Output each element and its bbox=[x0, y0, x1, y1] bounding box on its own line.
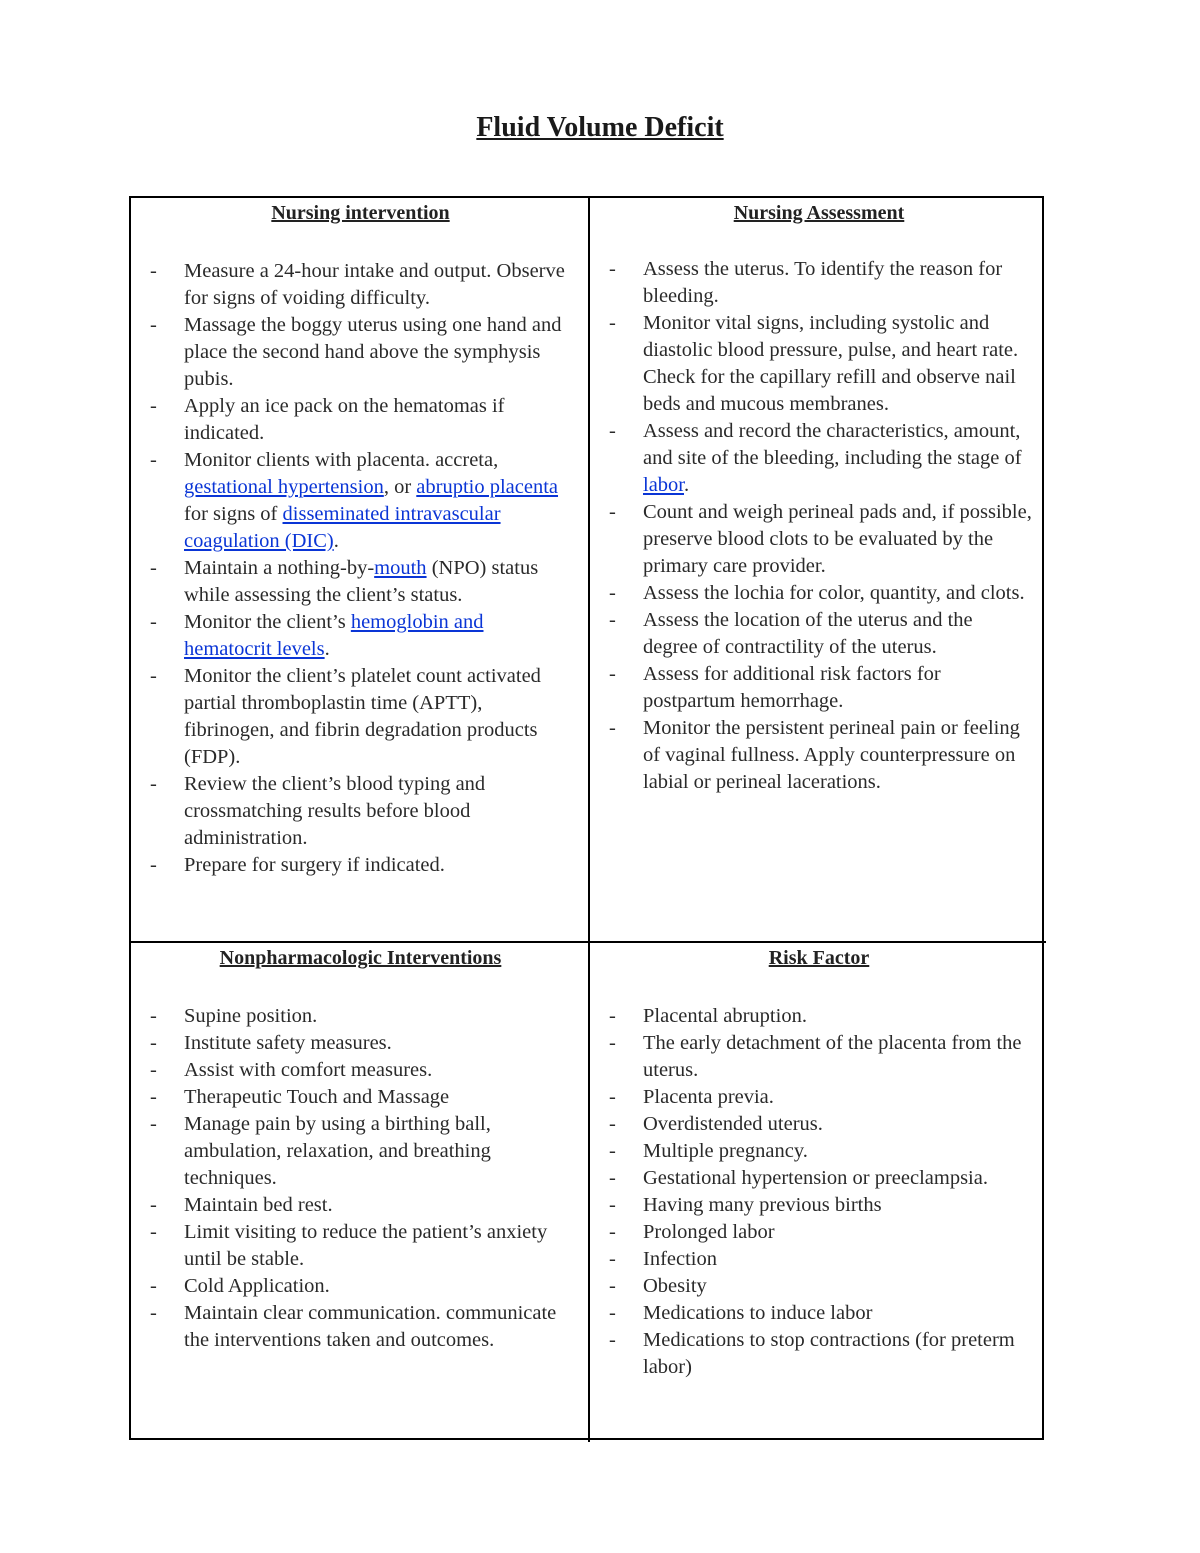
item-text: Assess and record the characteristics, amount, and site of the bleeding, including the stage of bbox=[643, 420, 1022, 469]
hemoglobin-hematocrit-link[interactable]: hemoglobin and hematocrit levels bbox=[184, 611, 484, 660]
list-item: - Multiple pregnancy. bbox=[606, 1138, 1032, 1165]
nonpharmacologic-header: Nonpharmacologic Interventions bbox=[219, 947, 502, 969]
nursing-assessment-cell bbox=[590, 198, 1046, 943]
item-text: Monitor clients with placenta. accreta, bbox=[184, 449, 499, 471]
nursing-intervention-header: Nursing intervention bbox=[271, 202, 450, 224]
list-item: - Assist with comfort measures. bbox=[147, 1057, 574, 1084]
list-item: - Therapeutic Touch and Massage bbox=[147, 1084, 574, 1111]
page-title: Fluid Volume Deficit bbox=[476, 112, 724, 143]
risk-factor-list bbox=[606, 1003, 1032, 1381]
item-text: . bbox=[324, 638, 330, 660]
list-item bbox=[147, 609, 574, 663]
nonpharmacologic-list bbox=[147, 1003, 574, 1354]
item-text: Monitor the client’s bbox=[184, 611, 351, 633]
list-item: - Measure a 24-hour intake and output. Observe for signs of voiding difficulty. bbox=[147, 258, 574, 312]
list-item: - Cold Application. bbox=[147, 1273, 574, 1300]
list-item: - Supine position. bbox=[147, 1003, 574, 1030]
list-item: - Maintain clear communication. communicate the interventions taken and outcomes. bbox=[147, 1300, 574, 1354]
labor-link[interactable]: labor bbox=[643, 474, 684, 496]
list-item: - Prolonged labor bbox=[606, 1219, 1032, 1246]
nursing-intervention-cell bbox=[131, 198, 590, 943]
list-item bbox=[147, 555, 574, 609]
list-item: - Review the client’s blood typing and crossmatching results before blood administration. bbox=[147, 771, 574, 852]
abruptio-placenta-link[interactable]: abruptio placenta bbox=[416, 476, 559, 498]
list-item: - Medications to stop contractions (for preterm labor) bbox=[606, 1327, 1032, 1381]
list-item: - Maintain bed rest. bbox=[147, 1192, 574, 1219]
list-item: - Count and weigh perineal pads and, if possible, preserve blood clots to be evaluated by the primary care provider. bbox=[606, 499, 1032, 580]
item-text: . bbox=[333, 530, 339, 552]
list-item: - Assess for additional risk factors for postpartum hemorrhage. bbox=[606, 661, 1032, 715]
item-text: , or bbox=[383, 476, 417, 498]
list-item: - Monitor the persistent perineal pain or feeling of vaginal fullness. Apply counterpressure on labial or perineal lacerations. bbox=[606, 715, 1032, 796]
list-item: - Apply an ice pack on the hematomas if indicated. bbox=[147, 393, 574, 447]
list-item: - Assess the location of the uterus and the degree of contractility of the uterus. bbox=[606, 607, 1032, 661]
risk-factor-header: Risk Factor bbox=[768, 947, 870, 969]
list-item: - Placental abruption. bbox=[606, 1003, 1032, 1030]
list-item: - Assess the uterus. To identify the reason for bleeding. bbox=[606, 256, 1032, 310]
dic-link[interactable]: disseminated intravascular coagulation (DIC) bbox=[184, 503, 501, 552]
care-plan-table bbox=[129, 196, 1044, 1440]
nursing-assessment-list bbox=[606, 256, 1032, 796]
list-item: - Assess the lochia for color, quantity, and clots. bbox=[606, 580, 1032, 607]
list-item: - Placenta previa. bbox=[606, 1084, 1032, 1111]
nursing-assessment-header: Nursing Assessment bbox=[733, 202, 905, 224]
list-item: - Manage pain by using a birthing ball, ambulation, relaxation, and breathing techniques. bbox=[147, 1111, 574, 1192]
nursing-intervention-list bbox=[147, 258, 574, 879]
item-text: for signs of bbox=[184, 503, 283, 525]
gestational-hypertension-link[interactable]: gestational hypertension bbox=[184, 476, 384, 498]
list-item: - Massage the boggy uterus using one hand and place the second hand above the symphysis pubis. bbox=[147, 312, 574, 393]
item-text: Maintain a nothing-by- bbox=[184, 557, 375, 579]
list-item: - Gestational hypertension or preeclampsia. bbox=[606, 1165, 1032, 1192]
list-item: - Limit visiting to reduce the patient’s anxiety until be stable. bbox=[147, 1219, 574, 1273]
list-item: - Institute safety measures. bbox=[147, 1030, 574, 1057]
item-text: (NPO) status while assessing the client’s status. bbox=[184, 557, 539, 606]
list-item: - The early detachment of the placenta from the uterus. bbox=[606, 1030, 1032, 1084]
list-item: - Infection bbox=[606, 1246, 1032, 1273]
list-item bbox=[606, 418, 1032, 499]
list-item bbox=[147, 447, 574, 555]
list-item: - Monitor the client’s platelet count activated partial thromboplastin time (APTT), fibrinogen, and fibrin degradation products (FDP). bbox=[147, 663, 574, 771]
item-text: . bbox=[684, 474, 690, 496]
risk-factor-cell bbox=[590, 943, 1046, 1442]
list-item: - Overdistended uterus. bbox=[606, 1111, 1032, 1138]
nonpharmacologic-cell bbox=[131, 943, 590, 1442]
list-item: - Prepare for surgery if indicated. bbox=[147, 852, 574, 879]
mouth-link[interactable]: mouth bbox=[374, 557, 427, 579]
list-item: - Having many previous births bbox=[606, 1192, 1032, 1219]
list-item: - Medications to induce labor bbox=[606, 1300, 1032, 1327]
list-item: - Obesity bbox=[606, 1273, 1032, 1300]
list-item: - Monitor vital signs, including systolic and diastolic blood pressure, pulse, and heart rate. Check for the capillary refill and observe nail beds and mucous membranes. bbox=[606, 310, 1032, 418]
